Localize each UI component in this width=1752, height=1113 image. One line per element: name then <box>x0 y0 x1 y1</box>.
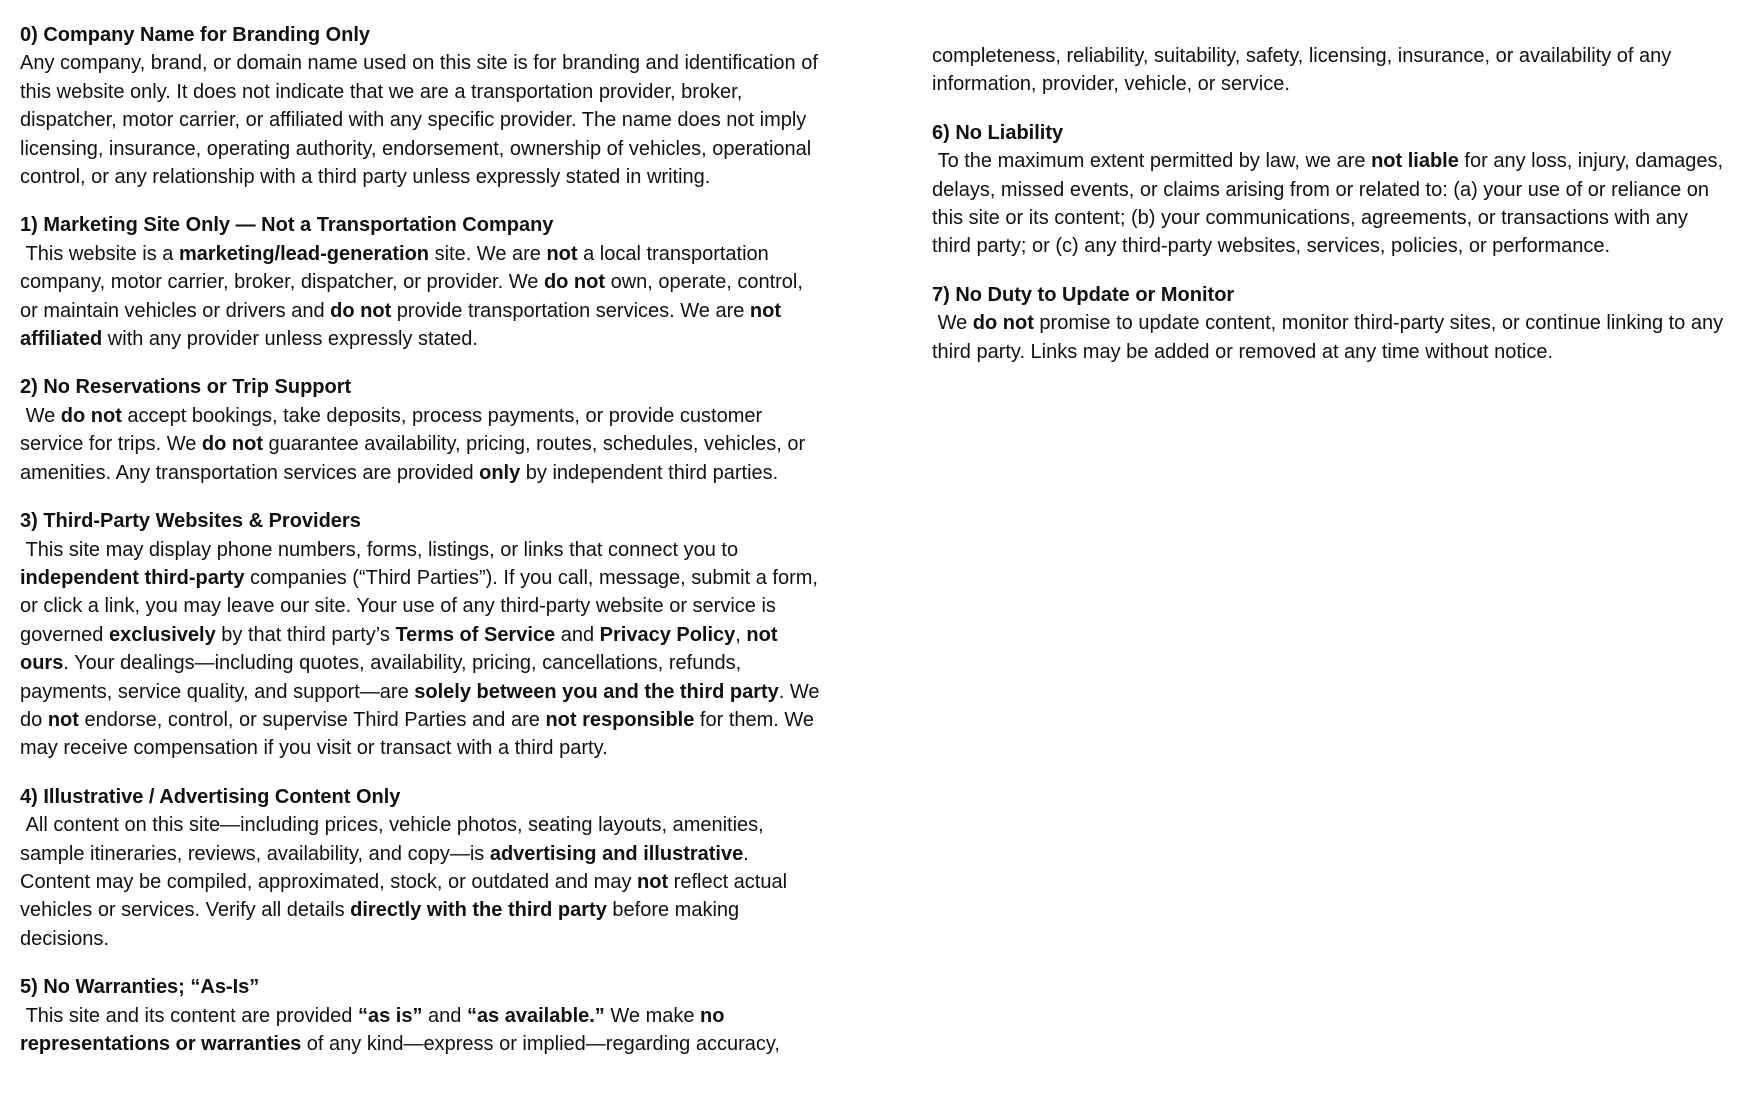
bold-text-run: exclusively <box>108 623 216 646</box>
disclaimer-section: completeness, reliability, suitability, safety, licensing, insurance, or availability of any information, provider, vehicle, or service. <box>932 45 1677 96</box>
disclaimer-section: 1) Marketing Site Only — Not a Transportation Company This website is a marketing/lead-generation site. We are not a local transportation company, motor carrier, broker, dispatcher, or provider. We do not own, operate, control, or maintain vehicles or drivers and do not provide transportation services. We are not affiliated with any provider unless expressly stated. <box>20 214 809 351</box>
bold-text-run: only <box>479 461 521 484</box>
bold-text-run: marketing/lead-generation <box>178 242 430 265</box>
bold-text-run: do not <box>330 299 392 322</box>
section-heading: 5) No Warranties; “As-Is” <box>20 976 260 999</box>
bold-text-run: Terms of Service <box>395 623 556 646</box>
section-heading: 6) No Liability <box>932 121 1064 144</box>
bold-text-run: independent third-party <box>20 566 245 589</box>
disclaimer-section: 7) No Duty to Update or Monitor We do not promise to update content, monitor third-party sites, or continue linking to any third party. Links may be added or removed at any time without notice. <box>932 283 1729 363</box>
disclaimer-section: 3) Third-Party Websites & Providers This site may display phone numbers, forms, listings, or links that connect you to independent third-party companies (“Third Parties”). If you call, message, submit a form, or click a link, you may leave our site. Your use of any third-party website or service is governed exclusively by that third party’s Terms of Service and Privacy Policy, not ours. Your dealings—including quotes, availability, pricing, cancellations, refunds, payments, service quality, and support—are solely between you and the third party. We do not endorse, control, or supervise Third Parties and are not responsible for them. We may receive compensation if you visit or transact with a third party. <box>20 510 826 760</box>
bold-text-run: not <box>637 870 669 893</box>
section-heading: 2) No Reservations or Trip Support <box>20 376 352 399</box>
bold-text-run: do not <box>60 404 122 427</box>
section-heading: 3) Third-Party Websites & Providers <box>20 510 361 533</box>
right-column <box>932 21 1732 1078</box>
disclaimer-section: 4) Illustrative / Advertising Content Only All content on this site—including prices, vehicle photos, seating layouts, amenities, sample itineraries, reviews, availability, and copy—is advertising and illustrative. Content may be compiled, approximated, stock, or outdated and may not reflect actual vehicles or services. Verify all details directly with the third party before making decisions. <box>20 785 793 950</box>
bold-text-run: directly with the third party <box>350 899 607 922</box>
bold-text-run: not responsible <box>545 708 695 731</box>
bold-text-run: no representations or warranties <box>20 1004 731 1055</box>
disclaimer-section: 2) No Reservations or Trip Support We do not accept bookings, take deposits, process payments, or provide customer service for trips. We do not guarantee availability, pricing, routes, schedules, vehicles, or amenities. Any transportation services are provided only by independent third parties. <box>20 376 811 484</box>
bold-text-run: “as is” <box>357 1004 423 1027</box>
disclaimer-section: 6) No Liability To the maximum extent permitted by law, we are not liable for any loss, injury, damages, delays, missed events, or claims arising from or related to: (a) your use of or reliance on this site or its content; (b) your communications, agreements, or transactions with any third party; or (c) any third-party websites, services, policies, or performance. <box>932 121 1729 258</box>
bold-text-run: do not <box>972 312 1034 335</box>
bold-text-run: do not <box>201 433 263 456</box>
bold-text-run: advertising and illustrative <box>489 842 744 865</box>
bold-text-run: Privacy Policy <box>599 623 736 646</box>
bold-text-run: not <box>546 242 578 265</box>
bold-text-run: “as available.” <box>466 1004 605 1027</box>
bold-text-run: not liable <box>1371 150 1459 173</box>
disclaimer-section: 0) Company Name for Branding Only Any company, brand, or domain name used on this site is for branding and identification of this website only. It does not indicate that we are a transportation provider, broker, dispatcher, motor carrier, or affiliated with any specific provider. The name does not imply licensing, insurance, operating authority, endorsement, ownership of vehicles, operational control, or any relationship with a third party unless expressly stated in writing. <box>20 24 824 189</box>
bold-text-run: not <box>47 708 79 731</box>
left-column <box>20 21 826 1078</box>
section-heading: 0) Company Name for Branding Only <box>20 24 371 46</box>
bold-text-run: do not <box>543 271 606 294</box>
section-heading: 4) Illustrative / Advertising Content Only <box>20 785 401 808</box>
bold-text-run: solely between you and the third party <box>414 680 779 703</box>
disclaimer-section: 5) No Warranties; “As-Is” This site and its content are provided “as is” and “as available.” We make no representations or warranties of any kind—express or implied—regarding accuracy, <box>20 976 780 1055</box>
bold-text-run: not affiliated <box>20 299 787 351</box>
section-heading: 1) Marketing Site Only — Not a Transportation Company <box>20 214 554 237</box>
section-heading: 7) No Duty to Update or Monitor <box>932 283 1235 306</box>
bold-text-run: not ours <box>20 623 784 675</box>
